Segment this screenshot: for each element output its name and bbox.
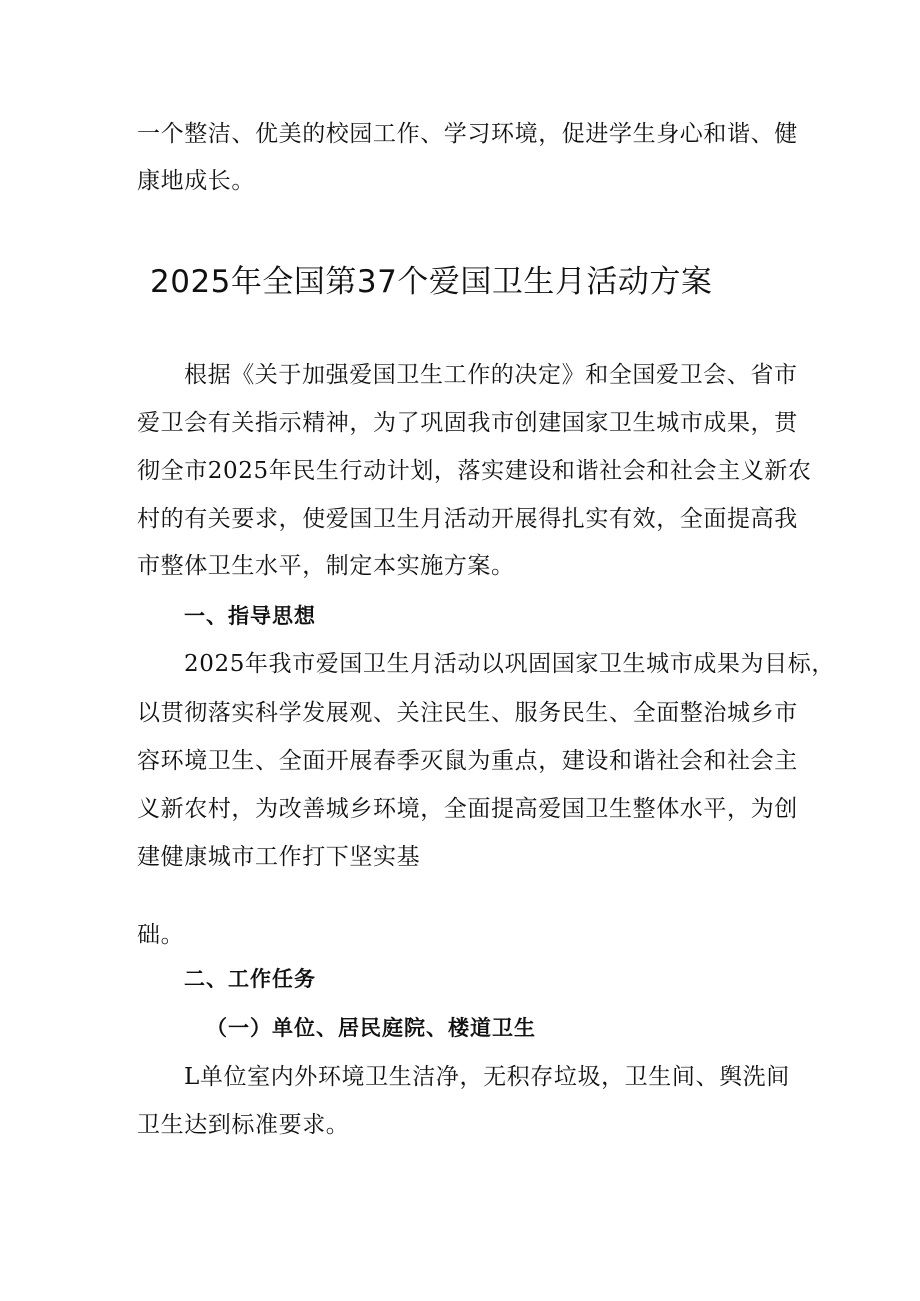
section1-line-1: 2025年我市爱国卫生月活动以巩固国家卫生城市成果为目标，: [184, 651, 835, 677]
document-title: 2025年全国第37个爱国卫生月活动方案: [150, 264, 713, 300]
section-heading-work-tasks: 二、工作任务: [184, 967, 316, 991]
intro-line-1: 一个整洁、优美的校园工作、学习环境，促进学生身心和谐、健: [137, 121, 798, 147]
subsection1-line-2: 卫生达到标准要求。: [137, 1112, 350, 1138]
section1-line-4: 义新农村，为改善城乡环境，全面提高爱国卫生整体水平，为创: [137, 796, 798, 822]
preamble-line-5: 市整体卫生水平，制定本实施方案。: [137, 553, 515, 579]
section1-line-2: 以贯彻落实科学发展观、关注民生、服务民生、全面整治城乡市: [137, 700, 798, 726]
section1-line-6: 础。: [137, 922, 185, 948]
section-heading-guiding-ideology: 一、指导思想: [184, 604, 316, 628]
preamble-line-1: 根据《关于加强爱国卫生工作的决定》和全国爱卫会、省市: [184, 362, 798, 388]
intro-line-2: 康地成长。: [137, 168, 255, 194]
preamble-line-3: 彻全市2025年民生行动计划，落实建设和谐社会和社会主义新农: [137, 458, 812, 484]
subsection-heading-units-courtyards: （一）单位、居民庭院、楼道卫生: [206, 1016, 536, 1040]
subsection1-line-1: L单位室内外环境卫生洁净，无积存垃圾，卫生间、舆洗间: [184, 1064, 790, 1090]
preamble-line-4: 村的有关要求，使爱国卫生月活动开展得扎实有效，全面提高我: [137, 506, 798, 532]
preamble-line-2: 爱卫会有关指示精神，为了巩固我市创建国家卫生城市成果，贯: [137, 410, 798, 436]
section1-line-5: 建健康城市工作打下坚实基: [137, 844, 421, 870]
section1-line-3: 容环境卫生、全面开展春季灭鼠为重点，建设和谐社会和社会主: [137, 748, 798, 774]
